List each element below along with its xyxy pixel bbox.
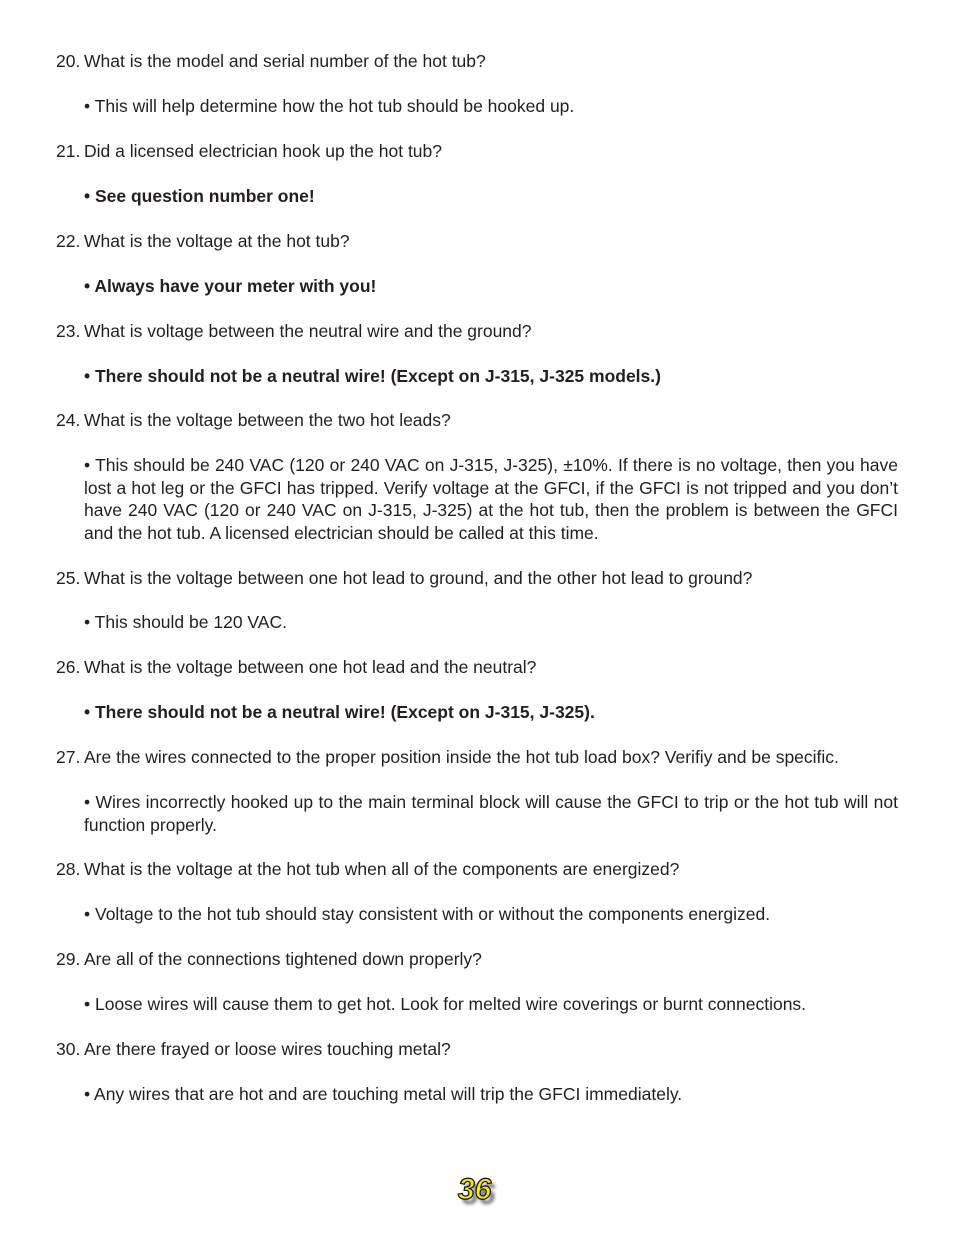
answer-30: • Any wires that are hot and are touching metal will trip the GFCI immediately. <box>84 1084 683 1104</box>
question-28 <box>56 858 898 881</box>
question-26 <box>56 656 898 679</box>
question-number: 21. <box>56 141 81 161</box>
question-number: 22. <box>56 231 81 251</box>
page-number: 36 <box>458 1173 492 1206</box>
question-number: 24. <box>56 410 81 430</box>
answer-29: • Loose wires will cause them to get hot. Look for melted wire coverings or burnt connections. <box>84 994 807 1014</box>
question-number: 25. <box>56 568 81 588</box>
question-number: 20. <box>56 51 81 71</box>
question-text: What is the voltage between one hot lead and the neutral? <box>84 657 537 677</box>
answer-22: • Always have your meter with you! <box>84 276 377 296</box>
answer-23: • There should not be a neutral wire! (Except on J-315, J-325 models.) <box>84 366 661 386</box>
question-text: What is the voltage at the hot tub when all of the components are energized? <box>84 859 680 879</box>
question-text: Are the wires connected to the proper position inside the hot tub load box? Verifiy and be specific. <box>84 747 839 767</box>
answer-20: • This will help determine how the hot tub should be hooked up. <box>84 96 575 116</box>
answer-24: • This should be 240 VAC (120 or 240 VAC on J-315, J-325), ±10%. If there is no voltage, then you have lost a hot leg or the GFCI has tripped. Verify voltage at the GFCI, if the GFCI is not tripped and you don’t have 240 VAC (120 or 240 VAC on J-315, J-325) at the hot tub, then the problem is between the GFCI and the hot tub. A licensed electrician should be called at this time. <box>84 455 898 543</box>
question-22 <box>56 230 898 253</box>
question-text: What is the voltage at the hot tub? <box>84 231 350 251</box>
question-21 <box>56 140 898 163</box>
question-number: 23. <box>56 321 81 341</box>
question-27 <box>56 746 898 769</box>
question-number: 28. <box>56 859 81 879</box>
question-25 <box>56 567 898 590</box>
question-number: 26. <box>56 657 81 677</box>
answer-26: • There should not be a neutral wire! (Except on J-315, J-325). <box>84 702 595 722</box>
question-30 <box>56 1038 898 1061</box>
answer-28: • Voltage to the hot tub should stay consistent with or without the components energized. <box>84 904 771 924</box>
answer-21: • See question number one! <box>84 186 315 206</box>
answer-27: • Wires incorrectly hooked up to the main terminal block will cause the GFCI to trip or the hot tub will not function properly. <box>84 792 898 835</box>
question-24 <box>56 409 898 432</box>
question-20 <box>56 50 898 73</box>
question-text: What is the model and serial number of the hot tub? <box>84 51 486 71</box>
question-text: What is voltage between the neutral wire and the ground? <box>84 321 532 341</box>
question-23 <box>56 320 898 343</box>
answer-25: • This should be 120 VAC. <box>84 612 287 632</box>
question-text: Are there frayed or loose wires touching metal? <box>84 1039 451 1059</box>
question-text: Are all of the connections tightened down properly? <box>84 949 482 969</box>
question-number: 27. <box>56 747 81 767</box>
question-number: 30. <box>56 1039 81 1059</box>
question-number: 29. <box>56 949 81 969</box>
question-text: What is the voltage between one hot lead to ground, and the other hot lead to ground? <box>84 568 753 588</box>
question-text: What is the voltage between the two hot leads? <box>84 410 451 430</box>
question-29 <box>56 948 898 971</box>
question-text: Did a licensed electrician hook up the hot tub? <box>84 141 443 161</box>
